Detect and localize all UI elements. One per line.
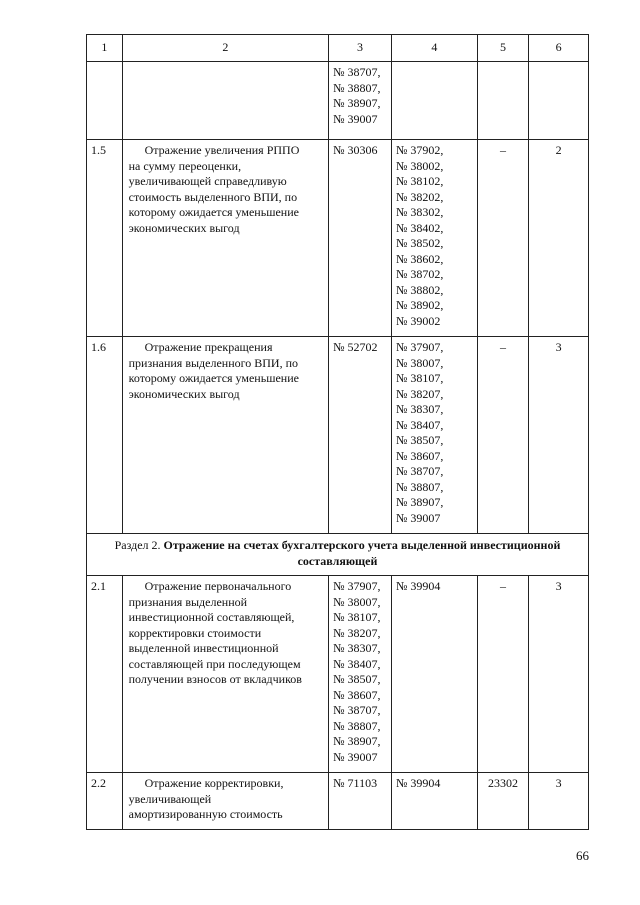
cell-accounts-credit: № 39904	[391, 773, 477, 830]
table-row-continuation	[87, 62, 589, 140]
header-row	[87, 35, 589, 62]
cell-accounts-debit: № 52702	[329, 337, 392, 534]
cell-col5: –	[477, 140, 528, 337]
header-cell-5: 5	[477, 35, 528, 62]
row-description: Отражение корректировки, увеличивающей амортизированную стоимость	[122, 773, 328, 830]
cell-col6: 3	[529, 576, 589, 773]
cell-accounts-debit	[329, 62, 392, 140]
account-number: № 39007	[333, 111, 378, 126]
row-description: Отражение увеличения РППО на сумму переоценки, увеличивающей справедливую стоимость выделенного ВПИ, по которому ожидается уменьшение экономических выгод	[122, 140, 328, 337]
account-number: № 38807,	[333, 80, 381, 95]
page-number: 66	[576, 848, 589, 863]
cell-col5	[477, 62, 528, 140]
table-row-1-6	[87, 337, 589, 534]
section-heading-row	[87, 534, 589, 576]
section-heading: Раздел 2. Отражение на счетах бухгалтерского учета выделенной инвестиционной составляющей	[87, 534, 589, 576]
row-number: 1.6	[87, 337, 123, 534]
cell-col6	[529, 62, 589, 140]
account-number: № 38907,	[333, 96, 381, 110]
row-number: 2.1	[87, 576, 123, 773]
cell-accounts-credit: № 39904	[391, 576, 477, 773]
cell-col6: 3	[529, 773, 589, 830]
cell-num	[87, 62, 123, 140]
account-number: № 38707,	[333, 65, 381, 79]
cell-accounts-credit: № 37907, № 38007, № 38107, № 38207, № 38307, № 38407, № 38507, № 38607, № 38707, № 38807, № 38907, № 39007	[391, 337, 477, 534]
header-cell-4: 4	[391, 35, 477, 62]
cell-accounts-credit: № 37902, № 38002, № 38102, № 38202, № 38302, № 38402, № 38502, № 38602, № 38702, № 38802, № 38902, № 39002	[391, 140, 477, 337]
row-description: Отражение прекращения признания выделенного ВПИ, по которому ожидается уменьшение экономических выгод	[122, 337, 328, 534]
header-cell-2: 2	[122, 35, 328, 62]
header-cell-3: 3	[329, 35, 392, 62]
table-row-1-5	[87, 140, 589, 337]
header-cell-6: 6	[529, 35, 589, 62]
cell-desc	[122, 62, 328, 140]
cell-col5: –	[477, 576, 528, 773]
table-row-2-2	[87, 773, 589, 830]
cell-col5: –	[477, 337, 528, 534]
cell-accounts-credit	[391, 62, 477, 140]
accounting-table	[86, 34, 589, 830]
cell-accounts-debit: № 71103	[329, 773, 392, 830]
cell-col5: 23302	[477, 773, 528, 830]
cell-col6: 2	[529, 140, 589, 337]
cell-accounts-debit: № 37907, № 38007, № 38107, № 38207, № 38307, № 38407, № 38507, № 38607, № 38707, № 38807, № 38907, № 39007	[329, 576, 392, 773]
row-number: 2.2	[87, 773, 123, 830]
table-row-2-1	[87, 576, 589, 773]
cell-col6: 3	[529, 337, 589, 534]
cell-accounts-debit: № 30306	[329, 140, 392, 337]
row-description: Отражение первоначального признания выделенной инвестиционной составляющей, корректировки стоимости выделенной инвестиционной составляющей при последующем получении взносов от вкладчиков	[122, 576, 328, 773]
header-cell-1: 1	[87, 35, 123, 62]
row-number: 1.5	[87, 140, 123, 337]
